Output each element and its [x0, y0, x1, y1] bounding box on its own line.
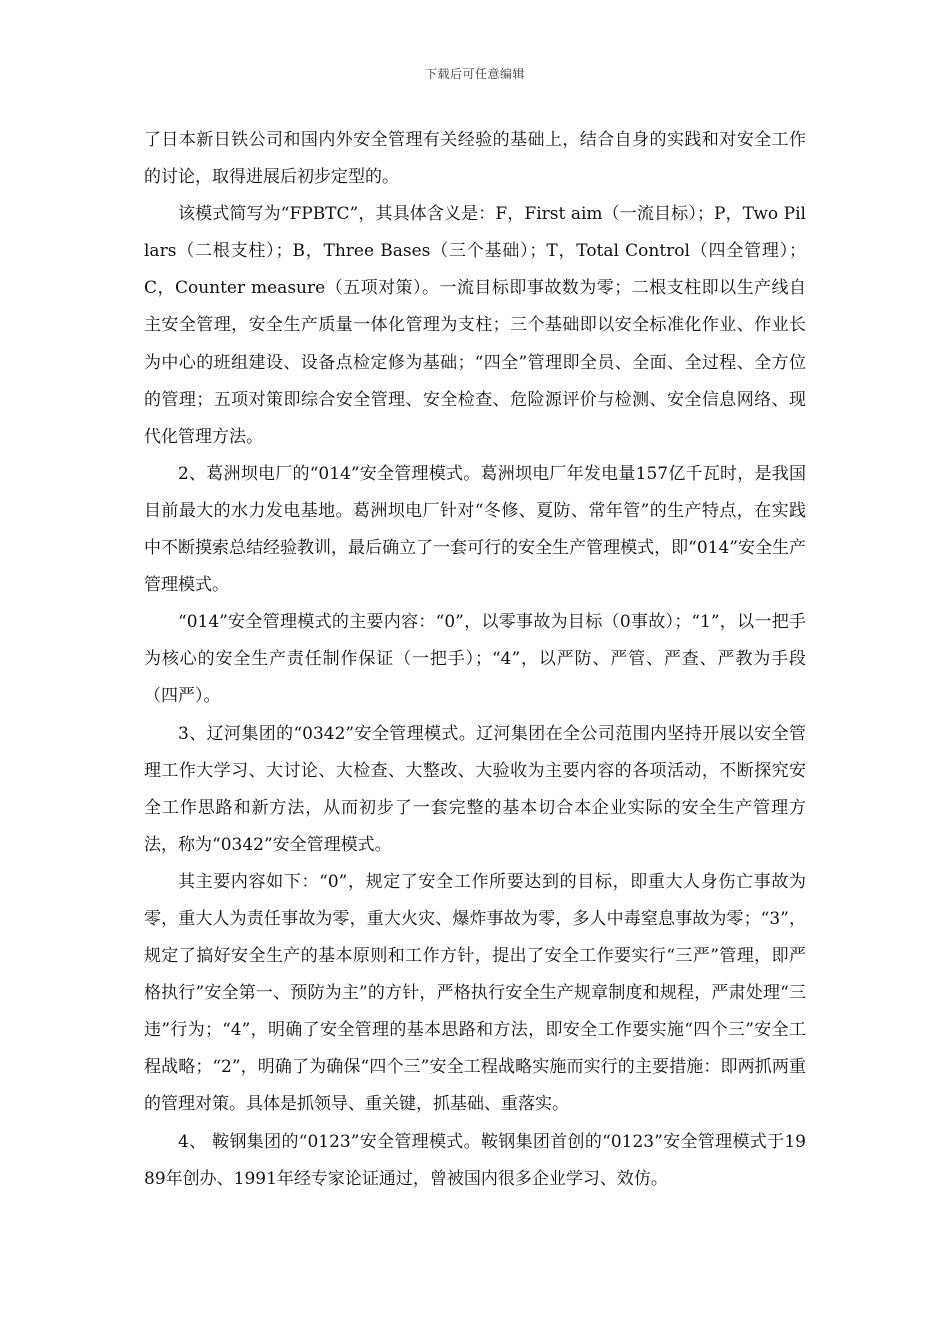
- page-header: 下载后可任意编辑: [424, 67, 525, 81]
- document-body: [144, 122, 806, 1198]
- paragraph-1: 了日本新日铁公司和国内外安全管理有关经验的基础上，结合自身的实践和对安全工作的讨论，取得进展后初步定型的。: [144, 130, 806, 188]
- paragraph-3: 2、葛洲坝电厂的“014”安全管理模式。葛洲坝电厂年发电量157亿千瓦时，是我国目前最大的水力发电基地。葛洲坝电厂针对“冬修、夏防、常年管”的生产特点，在实践中不断摸索总结经验教训，最后确立了一套可行的安全生产管理模式，即“014”安全生产管理模式。: [144, 463, 806, 596]
- paragraph-4: “014”安全管理模式的主要内容：“0”，以零事故为目标（0事故）；“1”，以一把手为核心的安全生产责任制作保证（一把手）；“4”，以严防、严管、严查、严教为手段（四严）。: [144, 612, 806, 707]
- paragraph-2: 该模式简写为“FPBTC”，其具体含义是：F，First aim（一流目标）；P，Two Pillars（二根支柱）；B，Three Bases（三个基础）；T，Total Control（四全管理）；C，Counter measure（五项对策）。一流目标即事故数为零；二根支柱即以生产线自主安全管理，安全生产质量一体化管理为支柱；三个基础即以安全标准化作业、作业长为中心的班组建设、设备点检定修为基础；“四全”管理即全员、全面、全过程、全方位的管理；五项对策即综合安全管理、安全检查、危险源评价与检测、安全信息网络、现代化管理方法。: [144, 204, 806, 447]
- paragraph-5: 3、辽河集团的“0342”安全管理模式。辽河集团在全公司范围内坚持开展以安全管理工作大学习、大讨论、大检查、大整改、大验收为主要内容的各项活动，不断探究安全工作思路和新方法，从而初步了一套完整的基本切合本企业实际的安全生产管理方法，称为“0342”安全管理模式。: [144, 723, 806, 855]
- paragraph-6: 其主要内容如下：“0”，规定了安全工作所要达到的目标，即重大人身伤亡事故为零，重大人为责任事故为零，重大火灾、爆炸事故为零，多人中毒窒息事故为零；“3”，规定了搞好安全生产的基本原则和工作方针，提出了安全工作要实行“三严”管理，即严格执行”安全第一、预防为主”的方针，严格执行安全生产规章制度和规程，严肃处理“三违”行为；“4”，明确了安全管理的基本思路和方法，即安全工作要实施“四个三”安全工程战略；“2”，明确了为确保“四个三”安全工程战略实施而实行的主要措施：即两抓两重的管理对策。具体是抓领导、重关键，抓基础、重落实。: [144, 871, 806, 1115]
- paragraph-7: 4、 鞍钢集团的“0123”安全管理模式。鞍钢集团首创的“0123”安全管理模式于1989年创办、1991年经专家论证通过，曾被国内很多企业学习、效仿。: [144, 1131, 806, 1189]
